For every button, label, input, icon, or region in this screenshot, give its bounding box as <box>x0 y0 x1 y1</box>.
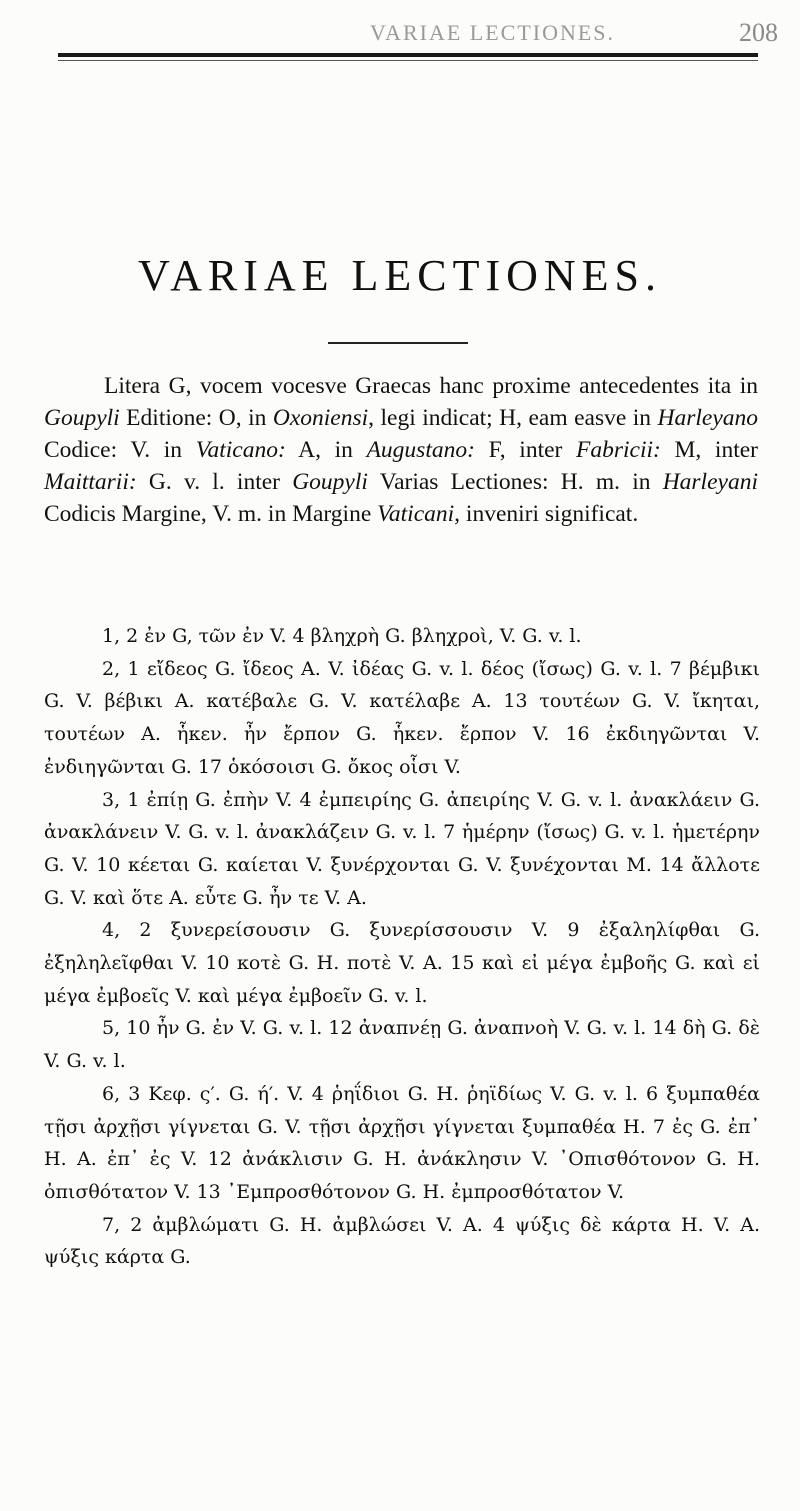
entry-7: 7, 2 ἀμβλώματι G. H. ἀμβλώσει V. A. 4 ψύξις δὲ κάρτα H. V. A. ψύξις κάρτα G. <box>44 1213 760 1269</box>
intro-paragraph: Litera G, vocem vocesve Graecas hanc proxime antecedentes ita in Goupyli Editione: O, in Oxoniensi, legi indicat; H, eam easve in Harleyano Codice: V. in Vaticano: A, in Augustano: F, inter Fabricii: M, inter Maittarii: G. v. l. inter Goupyli Varias Lectiones: H. m. in Harleyani Codicis Margine, V. m. in Margine Vaticani, inveniri significat. <box>44 373 759 527</box>
entry-4: 4, 2 ξυνερείσουσιν G. ξυνερίσσουσιν V. 9 ἐξαληλίφθαι G. ἐξηληλεῖφθαι V. 10 κοτὲ G. H. ποτὲ V. A. 15 καὶ εἰ μέγα ἐμβοῆς G. καὶ εἰ μέγα ἐμβοεῖς V. καὶ μέγα ἐμβοεῖν G. v. l. <box>44 919 760 1007</box>
entry-5: 5, 10 ἦν G. ἐν V. G. v. l. 12 ἀναπνέῃ G. ἀναπνοὴ V. G. v. l. 14 δὴ G. δὲ V. G. v. l. <box>44 1017 760 1073</box>
entry-1: 1, 2 ἐν G, τῶν ἐν V. 4 βληχρὴ G. βληχροὶ, V. G. v. l. <box>102 625 582 647</box>
header-rule-thin <box>58 60 758 61</box>
page-title: VARIAE LECTIONES. <box>137 251 663 300</box>
header-rule <box>58 53 758 57</box>
page-number: 208 <box>739 18 778 47</box>
variant-readings <box>44 620 760 1274</box>
entry-3: 3, 1 ἐπίῃ G. ἐπὴν V. 4 ἐμπειρίης G. ἀπειρίης V. G. v. l. ἀνακλάειν G. ἀνακλάνειν V. G. v. l. ἀνακλάζειν G. v. l. 7 ἡμέρην (ἴσως) G. v. l. ἡμετέρην G. V. 10 κέεται G. καίεται V. ξυνέρχονται G. V. ξυνέχονται M. 14 ἄλλοτε G. V. καὶ ὅτε A. εὖτε G. ἦν τε V. A. <box>44 788 760 909</box>
entry-6: 6, 3 Κεφ. ς′. G. ή′. V. 4 ῥηΐδιοι G. H. ῥηϊδίως V. G. v. l. 6 ξυμπαθέα τῇσι ἀρχῇσι γίγνεται G. V. τῇσι ἀρχῇσι γίγνεται ξυμπαθέα H. 7 ἐς G. ἐπ᾽ H. A. ἐπ᾽ ἐς V. 12 ἀνάκλισιν G. H. ἀνάκλησιν V. ᾿Οπισθότονον G. H. ὀπισθότατον V. 13 ᾿Εμπροσθότονον G. H. ἐμπροσθότατον V. <box>44 1082 760 1203</box>
running-head: VARIAE LECTIONES. <box>370 20 616 45</box>
title-rule <box>328 342 468 344</box>
entry-2: 2, 1 εἴδεος G. ἴδεος A. V. ἰδέας G. v. l. δέος (ἴσως) G. v. l. 7 βέμβικι G. V. βέβικι A. κατέβαλε G. V. κατέλαβε A. 13 τουτέων G. V. ἴκηται, τουτέων A. ἧκεν. ἦν ἔρπον G. ἧκεν. ἔρπον V. 16 ἐκδιηγῶνται V. ἐνδιηγῶνται G. 17 ὁκόσοισι G. ὄκος οἷσι V. <box>44 657 760 778</box>
